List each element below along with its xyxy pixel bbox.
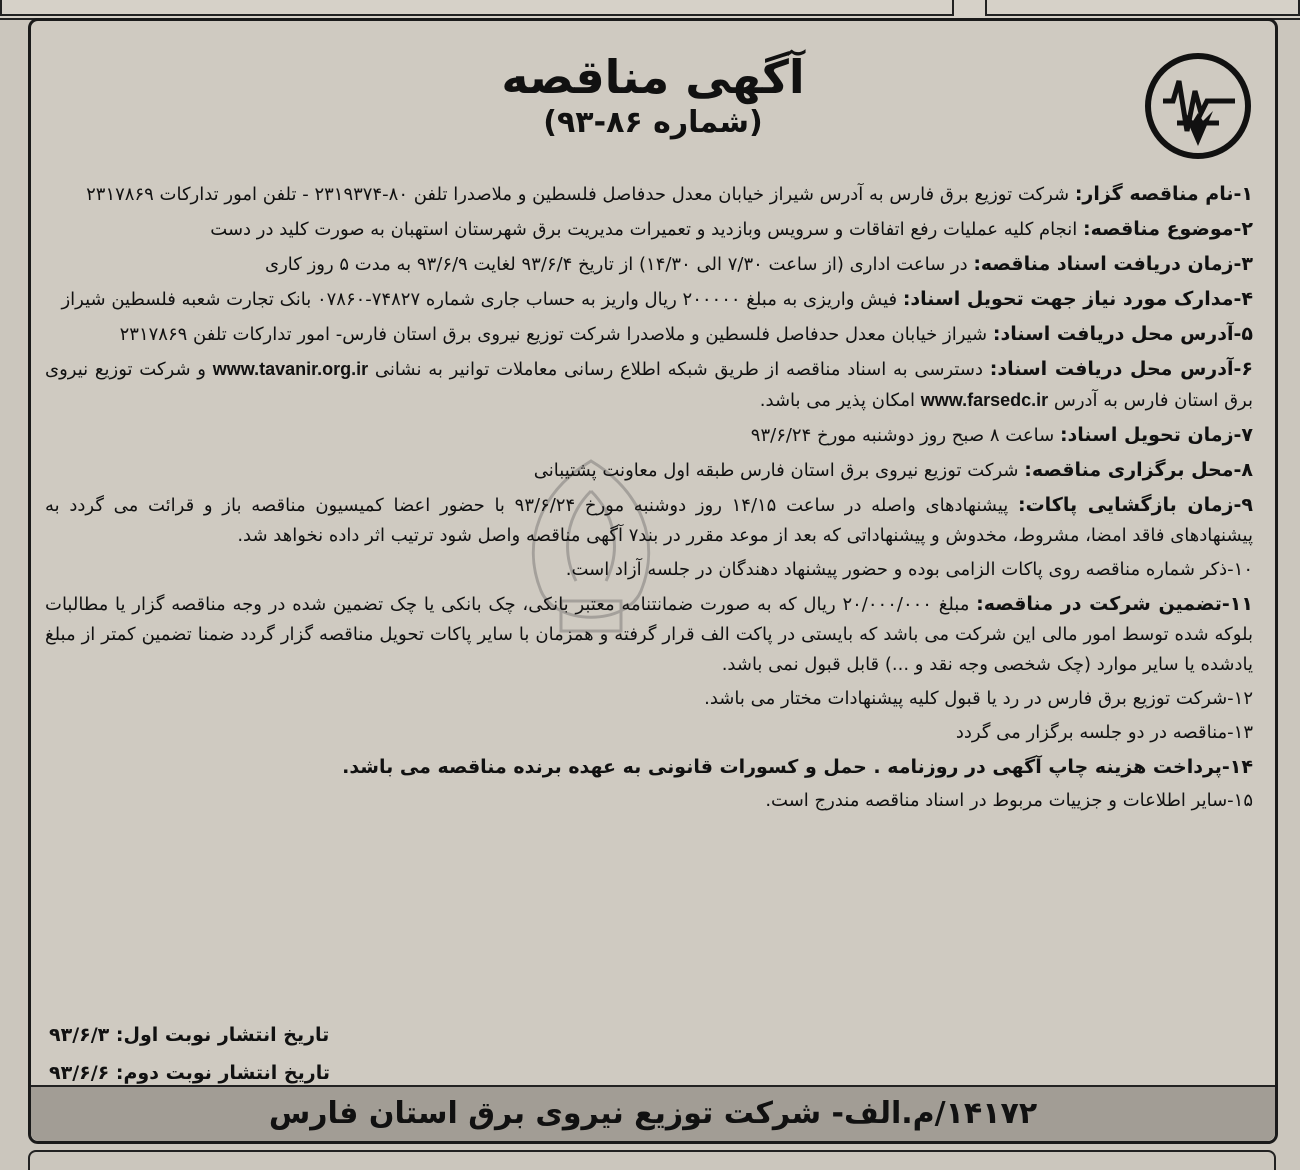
notice-title: آگهی مناقصه: [501, 50, 805, 104]
tavanir-link[interactable]: www.tavanir.org.ir: [212, 359, 369, 379]
item-9: ۹-زمان بازگشایی پاکات: پیشنهادهای واصله در ساعت ۱۴/۱۵ روز دوشنبه مورخ ۹۳/۶/۲۴ با حضور اعضا کمیسیون مناقصه باز و قرائت می گردد به پیشنهادهای فاقد امضا، مشروط، مخدوش و پیشنهاداتی که بعد از موعد مقرر در بند۷ آگهی مناقصه واصل شود ترتیب اثر داده نخواهد شد.: [45, 494, 1253, 546]
notice-header: [31, 49, 1275, 141]
next-ad-border: [28, 1150, 1276, 1170]
notice-body: [45, 179, 1253, 820]
item-12: ۱۲-شرکت توزیع برق فارس در رد یا قبول کلیه پیشنهادات مختار می باشد.: [704, 688, 1253, 709]
footer-band: [31, 1085, 1275, 1141]
tender-notice: [28, 18, 1278, 1144]
farsedc-link[interactable]: www.farsedc.ir: [920, 390, 1049, 410]
item-3: ۳-زمان دریافت اسناد مناقصه: در ساعت اداری (از ساعت ۷/۳۰ الی ۱۴/۳۰) از تاریخ ۹۳/۶/۴ لغایت ۹۳/۶/۹ به مدت ۵ روز کاری: [265, 253, 1253, 275]
item-5: ۵-آدرس محل دریافت اسناد: شیراز خیابان معدل حدفاصل فلسطین و ملاصدرا شرکت توزیع نیروی برق استان فارس- امور تدارکات تلفن ۲۳۱۷۸۶۹: [119, 323, 1253, 345]
item-15: ۱۵-سایر اطلاعات و جزییات مربوط در اسناد مناقصه مندرج است.: [765, 790, 1253, 811]
item-11: ۱۱-تضمین شرکت در مناقصه: مبلغ ۲۰/۰۰۰/۰۰۰ ریال که به صورت ضمانتنامه معتبر بانکی، چک بانکی یا چک تضمین شده در وجه مناقصه گزار یا مطالبات بلوکه شده توسط امور مالی این شرکت می باشد که بایستی در پاکت الف قرار گرفته و همزمان با سایر پاکات تحویل مناقصه گزار گردد ضمنا تضمین کمتر از مبلغ یادشده یا سایر موارد (چک شخصی وجه نقد و ...) قابل قبول نمی باشد.: [45, 593, 1253, 675]
item-14: ۱۴-پرداخت هزینه چاپ آگهی در روزنامه . حمل و کسورات قانونی به عهده برنده مناقصه می باشد.: [342, 756, 1253, 778]
notice-number: (شماره ۸۶-۹۳): [543, 105, 763, 140]
publication-second: تاریخ انتشار نوبت دوم: ۹۳/۶/۶: [49, 1062, 330, 1084]
item-1: ۱-نام مناقصه گزار: شرکت توزیع برق فارس به آدرس شیراز خیابان معدل حدفاصل فلسطین و ملاصدرا تلفن ۸۰-۲۳۱۹۳۷۴ - تلفن امور تدارکات ۲۳۱۷۸۶۹: [86, 183, 1253, 205]
prev-ad-frame-right: [985, 0, 1300, 16]
prev-ad-frame-left: [0, 0, 954, 16]
item-7: ۷-زمان تحویل اسناد: ساعت ۸ صبح روز دوشنبه مورخ ۹۳/۶/۲۴: [750, 424, 1253, 446]
previous-ad-border: [0, 0, 1300, 20]
item-13: ۱۳-مناقصه در دو جلسه برگزار می گردد: [955, 722, 1253, 743]
item-6: ۶-آدرس محل دریافت اسناد: دسترسی به اسناد مناقصه از طریق شبکه اطلاع رسانی معاملات توانیر به نشانی www.tavanir.org.ir و شرکت توزیع نیروی برق استان فارس به آدرس www.farsedc.ir امکان پذیر می باشد.: [45, 358, 1253, 411]
item-10: ۱۰-ذکر شماره مناقصه روی پاکات الزامی بوده و حضور پیشنهاد دهندگان در جلسه آزاد است.: [565, 559, 1253, 580]
item-8: ۸-محل برگزاری مناقصه: شرکت توزیع نیروی برق استان فارس طبقه اول معاونت پشتیبانی: [533, 459, 1253, 481]
publication-first: تاریخ انتشار نوبت اول: ۹۳/۶/۳: [49, 1024, 330, 1046]
item-4: ۴-مدارک مورد نیاز جهت تحویل اسناد: فیش واریزی به مبلغ ۲۰۰۰۰۰ ریال واریز به حساب جاری شماره ۷۴۸۲۷-۰۷۸۶۰ بانک تجارت شعبه فلسطین شیراز: [61, 288, 1253, 310]
item-2: ۲-موضوع مناقصه: انجام کلیه عملیات رفع اتفاقات و سرویس وبازدید و تعمیرات مدیریت برق شهرستان استهبان به صورت کلید در دست: [210, 218, 1253, 240]
footer-text: ۱۴۱۷۲/م.الف- شرکت توزیع نیروی برق استان فارس: [268, 1096, 1038, 1131]
publication-dates: [31, 1016, 1275, 1092]
